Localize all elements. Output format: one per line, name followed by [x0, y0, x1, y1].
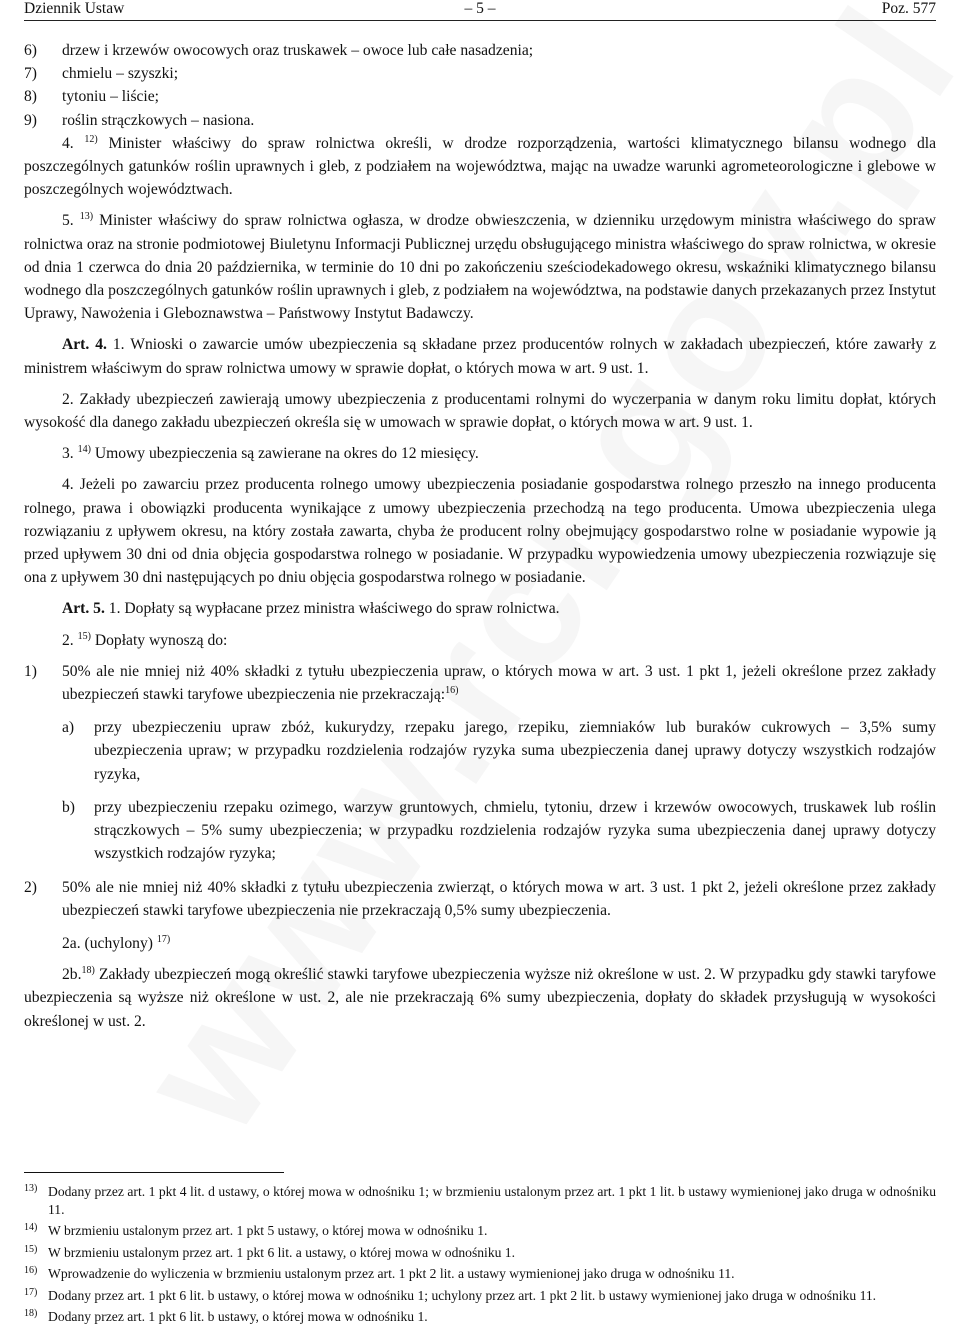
list-item: 9) roślin strączkowych – nasiona. [24, 111, 255, 129]
article-heading: Art. 5. [62, 600, 105, 618]
footnote-ref[interactable]: 17) [156, 933, 171, 945]
paragraph-number: 5. [62, 212, 74, 230]
footnotes [24, 1183, 936, 1330]
footnote-ref[interactable]: 14) [77, 444, 91, 456]
art4-paragraph-3: 3. $^{14)}$ Umowy ubezpieczenia są zawierane na okres do 12 miesięcy. [62, 444, 479, 463]
art5-paragraph-2: 2. $^{15)}$ Dopłaty wynoszą do: [62, 630, 228, 649]
footnote: 15) W brzmieniu ustalonym przez art. 1 pkt 6 lit. a ustawy, o której mowa w odnośniku 1. [24, 1243, 516, 1260]
footnote: 17) Dodany przez art. 1 pkt 6 lit. b ustawy, o której mowa w odnośniku 1; uchylony przez art. 1 pkt 2 lit. b ustawy wymienionej jako druga w odnośniku 11. [24, 1286, 877, 1303]
paragraph-5: 5. $^{13)}$ Minister właściwy do spraw rolnictwa ogłasza, w drodze obwieszczenia, w dzienniku urzędowym ministra właściwego do spraw rolnictwa oraz na stronie podmiotowej Biuletynu Informacji Publicznej urzędu obsługującego ministra właściwego do spraw rolnictwa, w okresie od dnia 1 czerwca do dnia 20 października, w terminie do 10 dni po zakończeniu sześciodekadowego okresu, wskaźniki klimatycznego bilansu wodnego dla poszczególnych gatunków roślin uprawnych i gleb, z podziałem na województwa, na podstawie danych przekazanych przez Instytut Uprawy, Nawożenia i Gleboznawstwa – Państwowy Instytut Badawczy. [24, 211, 936, 323]
publication-title: Dziennik Ustaw [24, 0, 125, 17]
paragraph-2a: 2a. (uchylony) $^{17)}$ [62, 933, 171, 952]
list-item: 6) drzew i krzewów owocowych oraz truskawek – owoce lub całe nasadzenia; [24, 42, 534, 59]
art4-paragraph-4: 4. Jeżeli po zawarciu przez producenta rolnego umowy ubezpieczenia posiadanie gospodarstwa rolnego przeszło na innego producenta rolnego, prawa i obowiązki producenta wynikające z umowy ubezpieczenia przechodzą na tego producenta. Umowa ubezpieczenia ulega rozwiązaniu z upływem okresu, na który została zawarta, chyba że producent rolny obejmujący gospodarstwo rolne w posiadanie wypowie ją przed upływem 30 dni od dnia objęcia gospodarstwa rolnego w posiadanie. W przypadku wypowiedzenia umowy ubezpieczenia rozwiązuje się ona z upływem 30 dni następujących po dniu objęcia gospodarstwa rolnego w posiadanie. [24, 476, 936, 587]
footnote-ref[interactable]: 15) [77, 630, 91, 642]
footnote-divider [24, 1172, 284, 1173]
footnote: 13) Dodany przez art. 1 pkt 4 lit. d ustawy, o której mowa w odnośniku 1; w brzmieniu ustalonym przez art. 1 pkt 1 lit. b ustawy wymienionej jako druga w odnośniku 11. [24, 1183, 936, 1217]
art4-paragraph-1: Art. 4. 1. Wnioski o zawarcie umów ubezpieczenia są składane przez producentów rolnych w zakładach ubezpieczeń, które zawarły z ministrem właściwym do spraw rolnictwa umowy w sprawie dopłat, o których mowa w art. 9 ust. 1. [24, 336, 936, 377]
page-header [24, 0, 936, 21]
point-2: 2) 50% ale nie mniej niż 40% składki z tytułu ubezpieczenia zwierząt, o których mowa w art. 3 ust. 1 pkt 2, jeżeli określone przez zakłady ubezpieczeń stawki taryfowe ubezpieczenia nie przekraczają 0,5% sumy ubezpieczenia. [24, 878, 936, 919]
list-item: 8) tytoniu – liście; [24, 88, 160, 106]
footnote: 16) Wprowadzenie do wyliczenia w brzmieniu ustalonym przez art. 1 pkt 2 lit. a ustawy wymienionej jako druga w odnośniku 11. [24, 1265, 735, 1281]
list-item: 7) chmielu – szyszki; [24, 65, 179, 83]
footnote-ref[interactable]: 12) [84, 133, 98, 145]
footnote: 14) W brzmieniu ustalonym przez art. 1 pkt 5 ustawy, o której mowa w odnośniku 1. [24, 1222, 488, 1238]
footnote-ref[interactable]: 13) [79, 211, 94, 223]
article-heading: Art. 4. [62, 336, 107, 354]
paragraph-2b: 2b.$^{18)}$ Zakłady ubezpieczeń mogą określić stawki taryfowe ubezpieczenia wyższe niż określone w ust. 2. W przypadku gdy stawki taryfowe ubezpieczenia są wyższe niż określone w ust. 2, ale nie przekraczają 6% sumy ubezpieczenia, dopłaty do składek przysługują w wysokości określonej w ust. 2. [24, 964, 936, 1030]
footnote-ref[interactable]: 16) [445, 684, 459, 696]
point-1: 1) 50% ale nie mniej niż 40% składki z tytułu ubezpieczenia upraw, o których mowa w art. 3 ust. 1 pkt 1, jeżeli określone przez zakłady ubezpieczeń stawki taryfowe ubezpieczenia nie przekraczają:$^{16)}$ [24, 662, 936, 704]
footnote-ref[interactable]: 18) [81, 964, 95, 976]
page-number: – 5 – [464, 0, 496, 17]
document-body [24, 39, 936, 1041]
paragraph-number: 4. [62, 134, 74, 152]
art5-paragraph-1: Art. 5. 1. Dopłaty są wypłacane przez ministra właściwego do spraw rolnictwa. [62, 600, 560, 618]
footnote: 18) Dodany przez art. 1 pkt 6 lit. b ustawy, o której mowa w odnośniku 1. [24, 1308, 428, 1324]
sub-point-b: b) przy ubezpieczeniu rzepaku ozimego, warzyw gruntowych, chmielu, tytoniu, drzew i krzewów owocowych, truskawek lub roślin strączkowych – 5% sumy ubezpieczenia; w przypadku rozdzielenia rodzajów ryzyka suma ubezpieczenia danej uprawy dotyczy wszystkich rodzajów ryzyka; [62, 798, 936, 863]
position-number: Poz. 577 [881, 0, 936, 17]
paragraph-4: 4. $^{12)}$ Minister właściwy do spraw rolnictwa określi, w drodze rozporządzenia, wartości klimatycznego bilansu wodnego dla poszczególnych gatunków roślin uprawnych i gleb, z podziałem na województwa, mając na uwadze warunki agrometeorologiczne i glebowe w poszczególnych województwach. [24, 133, 936, 199]
art4-paragraph-2: 2. Zakłady ubezpieczeń zawierają umowy ubezpieczenia z producentami rolnymi do wyczerpania w danym roku limitu dopłat, których wysokość dla danego zakładu ubezpieczeń określa się w umowach w sprawie dopłat, o których mowa w art. 9 ust. 1. [24, 390, 936, 432]
sub-point-a: a) przy ubezpieczeniu upraw zbóż, kukurydzy, rzepaku jarego, rzepiku, ziemniaków lub buraków cukrowych – 3,5% sumy ubezpieczenia upraw; w przypadku rozdzielenia rodzajów ryzyka suma ubezpieczenia danej uprawy dotyczy wszystkich rodzajów ryzyka, [62, 719, 936, 783]
